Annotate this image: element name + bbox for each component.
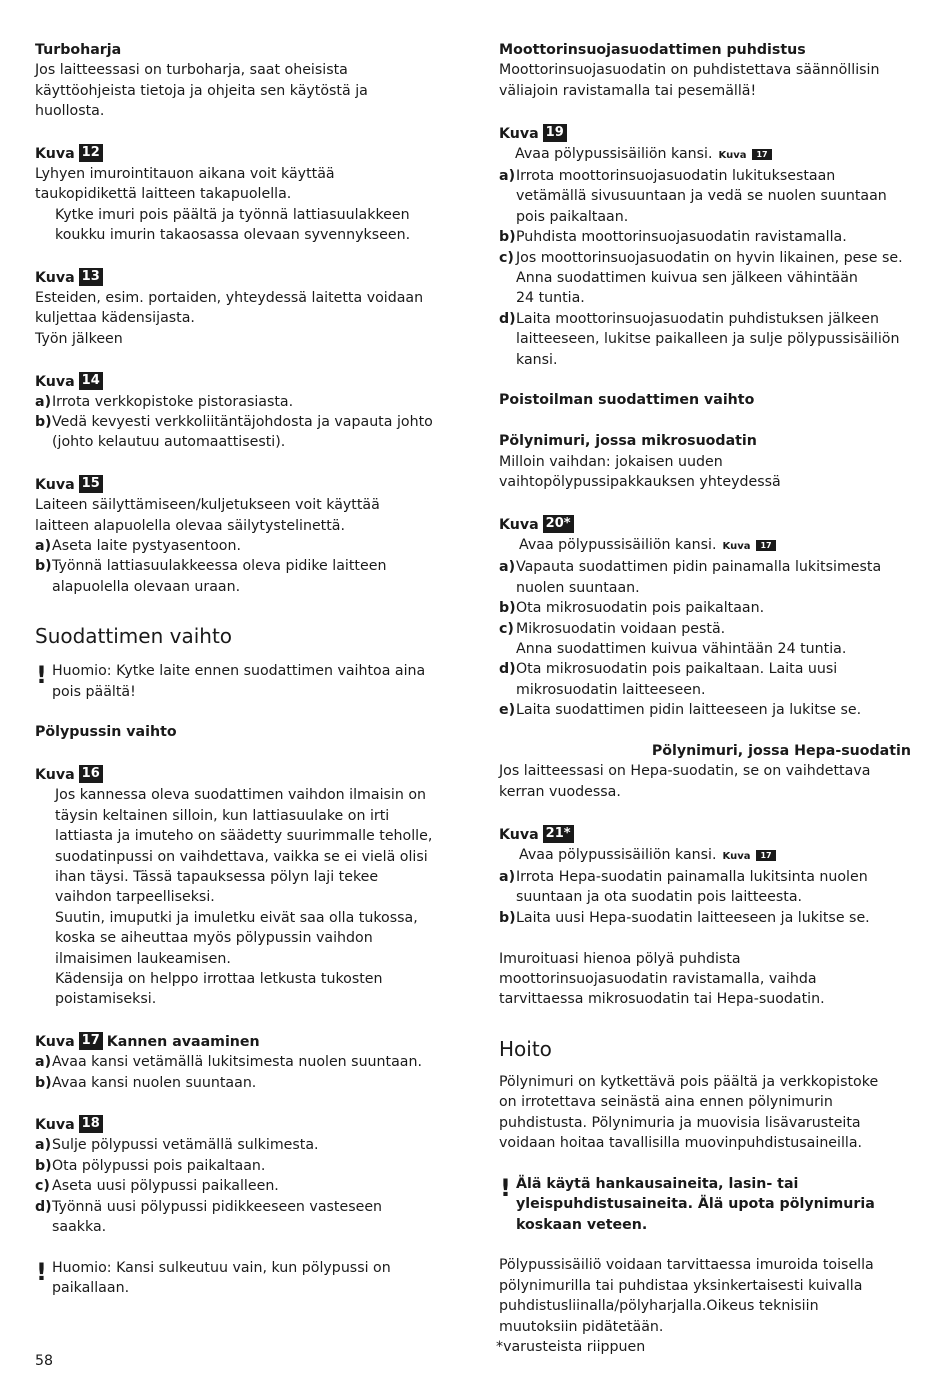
list-item: b) Vedä kevyesti verkkoliitäntäjohdosta ja vapauta johto <box>35 414 433 431</box>
figure-number-box: 19 <box>543 124 567 142</box>
figure-number-box: 17 <box>79 1032 103 1050</box>
fine-dust-text: moottorinsuojasuodatin ravistamalla, vaihda <box>499 970 817 987</box>
figure-17-ref: Kuva 17 Kannen avaaminen <box>35 1033 260 1051</box>
list-item: a) Irrota moottorinsuojasuodatin lukituksestaan vetämällä sivusuuntaan ja vedä se nuolen suuntaan pois paikaltaan. <box>499 168 887 225</box>
list-item: a) Sulje pölypussi vetämällä sulkimesta. <box>35 1137 319 1154</box>
list-item: a) Irrota verkkopistoke pistorasiasta. <box>35 393 294 410</box>
list-item: b) Ota pölypussi pois paikaltaan. <box>35 1157 266 1174</box>
list-item: c) Jos moottorinsuojasuodatin on hyvin likainen, pese se. Anna suodattimen kuivua sen jälkeen vähintään 24 tuntia. <box>499 249 903 307</box>
list-item: a) Aseta laite pystyasentoon. <box>35 538 241 555</box>
k16-text: lattiasta ja imuteho on säädetty suurimmalle teholle, <box>55 828 433 845</box>
right-column <box>496 40 919 1357</box>
figure-number-box: 14 <box>79 372 103 390</box>
k16-text: vaihdon tarpeelliseksi. <box>55 889 215 906</box>
exclamation-icon: ! <box>36 1257 47 1286</box>
left-column <box>35 40 460 1299</box>
figure-16-ref: Kuva 16 <box>35 763 460 785</box>
container-text: puhdistusliinalla/pölyharjalla.Oikeus teknisiin <box>499 1298 819 1315</box>
turbo-text-3: huollosta. <box>35 103 105 120</box>
hepa-text-1: Jos laitteessasi on Hepa-suodatin, se on vaihdettava <box>499 763 871 780</box>
care-text: on irrotettava seinästä aina ennen pölynimurin <box>499 1094 833 1111</box>
note-text-1: Huomio: Kytke laite ennen suodattimen vaihtoa aina <box>52 663 426 680</box>
k13-text-1: Esteiden, esim. portaiden, yhteydessä laitetta voidaan <box>35 290 424 307</box>
turbo-text-1: Jos laitteessasi on turboharja, saat oheisista <box>35 62 348 79</box>
k13-text-3: Työn jälkeen <box>35 330 123 347</box>
figure-number-box: 20* <box>543 515 574 533</box>
note-text-1: Huomio: Kansi sulkeutuu vain, kun pölypussi on <box>52 1259 391 1276</box>
note-warning <box>35 661 460 702</box>
list-item: a) Vapauta suodattimen pidin painamalla lukitsimesta nuolen suuntaan. <box>499 559 882 596</box>
hepa-filter-heading: Pölynimuri, jossa Hepa-suodatin <box>651 742 911 759</box>
figure-number-box-small: 17 <box>756 540 775 551</box>
k12-indent-2: koukku imurin takaosassa olevaan syvennykseen. <box>55 227 411 244</box>
k16-text: Suutin, imuputki ja imuletku eivät saa olla tukossa, <box>55 909 418 926</box>
fine-dust-text: tarvittaessa mikrosuodatin tai Hepa-suodatin. <box>499 991 825 1008</box>
k15-text-2: laitteen alapuolella olevaa säilytystelinettä. <box>35 517 346 534</box>
figure-number-box: 21* <box>543 825 574 843</box>
list-item: b) Avaa kansi nuolen suuntaan. <box>35 1074 257 1091</box>
list-item: b) Ota mikrosuodatin pois paikaltaan. <box>499 600 765 617</box>
k16-text: koska se aiheuttaa myös pölypussin vaihdon <box>55 930 373 947</box>
note-text-2: pois päältä! <box>52 683 136 700</box>
page-number: 58 <box>35 1353 54 1369</box>
k15-text-1: Laiteen säilyttämiseen/kuljetukseen voit käyttää <box>35 497 380 514</box>
figure-15-ref: Kuva 15 <box>35 473 460 495</box>
figure-number-box: 18 <box>79 1115 103 1133</box>
figure-12-ref: Kuva 12 <box>35 142 460 164</box>
micro-text-2: vaihtopölypussipakkauksen yhteydessä <box>499 474 781 491</box>
figure-number-box: 16 <box>79 765 103 783</box>
exclamation-icon: ! <box>500 1173 511 1202</box>
list-item: d) Ota mikrosuodatin pois paikaltaan. Laita uusi mikrosuodatin laitteeseen. <box>499 661 838 698</box>
open-lid-step: Avaa pölypussisäiliön kansi. Kuva 17 <box>499 144 919 166</box>
figure-13-ref: Kuva 13 <box>35 266 460 288</box>
fine-dust-text: Imuroituasi hienoa pölyä puhdista <box>499 950 741 967</box>
k13-text-2: kuljettaa kädensijasta. <box>35 310 195 327</box>
figure-21-ref: Kuva 21* <box>499 823 919 845</box>
turbo-text-2: käyttöohjeista tietoja ja ohjeita sen käytöstä ja <box>35 82 368 99</box>
figure-number-box: 12 <box>79 144 103 162</box>
k16-text: Kädensija on helppo irrottaa letkusta tukosten <box>55 970 383 987</box>
list-item: b) Laita uusi Hepa-suodatin laitteeseen ja lukitse se. <box>499 909 870 926</box>
exclamation-icon: ! <box>36 661 47 690</box>
section-title-filter: Suodattimen vaihto <box>35 624 233 649</box>
warning-text: Älä käytä hankausaineita, lasin- tai <box>516 1175 799 1192</box>
care-text: Pölynimuri on kytkettävä pois päältä ja verkkopistoke <box>499 1073 879 1090</box>
warning-text: yleispuhdistusaineita. Älä upota pölynimuria <box>516 1196 875 1213</box>
warning-text: koskaan veteen. <box>516 1216 648 1233</box>
list-item: d) Työnnä uusi pölypussi pidikkeeseen vasteseen <box>35 1198 383 1215</box>
figure-17-title: Kannen avaaminen <box>106 1034 260 1051</box>
list-item-continuation: saakka. <box>52 1218 107 1235</box>
note-warning-care <box>499 1174 919 1235</box>
figure-number-box-small: 17 <box>752 149 771 160</box>
container-text: pölynimurilla tai puhdistaa yksinkertaisesti kuivalla <box>499 1277 863 1294</box>
figure-19-ref: Kuva 19 <box>499 122 919 144</box>
list-item: a) Irrota Hepa-suodatin painamalla lukitsinta nuolen suuntaan ja ota suodatin pois laitteesta. <box>499 868 868 906</box>
figure-20-ref: Kuva 20* <box>499 513 919 535</box>
list-item-continuation: alapuolella olevaan uraan. <box>52 578 241 595</box>
hepa-text-2: kerran vuodessa. <box>499 783 621 800</box>
bag-heading: Pölypussin vaihto <box>35 724 177 741</box>
list-item-continuation: (johto kelautuu automaattisesti). <box>52 434 286 451</box>
k16-text: ilmaisimen laukeamisen. <box>55 950 231 967</box>
list-item: a) Avaa kansi vetämällä lukitsimesta nuolen suuntaan. <box>35 1054 422 1071</box>
list-item: c) Mikrosuodatin voidaan pestä. Anna suodattimen kuivua vähintään 24 tuntia. <box>499 620 847 657</box>
container-text: muutoksiin pidätetään. <box>499 1318 664 1335</box>
list-item: b) Puhdista moottorinsuojasuodatin ravistamalla. <box>499 229 847 246</box>
k16-text: suodatinpussi on vaihdettava, vaikka se ei vielä olisi <box>55 848 428 865</box>
list-item: e) Laita suodattimen pidin laitteeseen ja lukitse se. <box>499 702 862 719</box>
figure-number-box-small: 17 <box>756 850 775 861</box>
k16-text: ihan täysi. Tässä tapauksessa pölyn laji tekee <box>55 868 379 885</box>
open-lid-step: Avaa pölypussisäiliön kansi. Kuva 17 <box>499 535 919 557</box>
open-lid-step: Avaa pölypussisäiliön kansi. Kuva 17 <box>499 845 919 867</box>
micro-text-1: Milloin vaihdan: jokaisen uuden <box>499 453 723 470</box>
k16-text: Jos kannessa oleva suodattimen vaihdon ilmaisin on <box>55 787 427 804</box>
k12-text-2: taukopidikettä laitteen takapuolella. <box>35 186 292 203</box>
section-title-care: Hoito <box>499 1036 552 1061</box>
motor-filter-heading: Moottorinsuojasuodattimen puhdistus <box>499 42 806 58</box>
micro-filter-heading: Pölynimuri, jossa mikrosuodatin <box>499 433 757 450</box>
list-item: c) Aseta uusi pölypussi paikalleen. <box>35 1178 279 1195</box>
figure-18-ref: Kuva 18 <box>35 1113 460 1135</box>
care-text: puhdistusta. Pölynimuria ja muovisia lisävarusteita <box>499 1114 861 1131</box>
turbo-heading: Turboharja <box>35 42 122 58</box>
k12-text-1: Lyhyen imurointitauon aikana voit käyttää <box>35 166 335 183</box>
footnote: *varusteista riippuen <box>496 1339 646 1356</box>
k16-text: poistamiseksi. <box>55 991 157 1008</box>
note-info <box>35 1258 460 1299</box>
list-item: b) Työnnä lattiasuulakkeessa oleva pidike laitteen <box>35 558 387 575</box>
care-text: voidaan hoitaa tavallisilla muovinpuhdistusaineilla. <box>499 1134 863 1151</box>
list-item: d) Laita moottorinsuojasuodatin puhdistuksen jälkeen laitteeseen, lukitse paikalleen ja sulje pölypussisäiliön kansi. <box>499 310 900 368</box>
figure-14-ref: Kuva 14 <box>35 370 460 392</box>
exhaust-filter-heading: Poistoilman suodattimen vaihto <box>499 392 755 409</box>
figure-number-box: 13 <box>79 268 103 286</box>
motor-text-2: väliajoin ravistamalla tai pesemällä! <box>499 82 757 99</box>
figure-number-box: 15 <box>79 475 103 493</box>
k16-text: täysin keltainen silloin, kun lattiasuulake on irti <box>55 807 390 824</box>
motor-text-1: Moottorinsuojasuodatin on puhdistettava säännöllisin <box>499 62 880 79</box>
k12-indent-1: Kytke imuri pois päältä ja työnnä lattiasuulakkeen <box>55 206 410 223</box>
container-text: Pölypussisäiliö voidaan tarvittaessa imuroida toisella <box>499 1257 874 1274</box>
note-text-2: paikallaan. <box>52 1280 130 1297</box>
